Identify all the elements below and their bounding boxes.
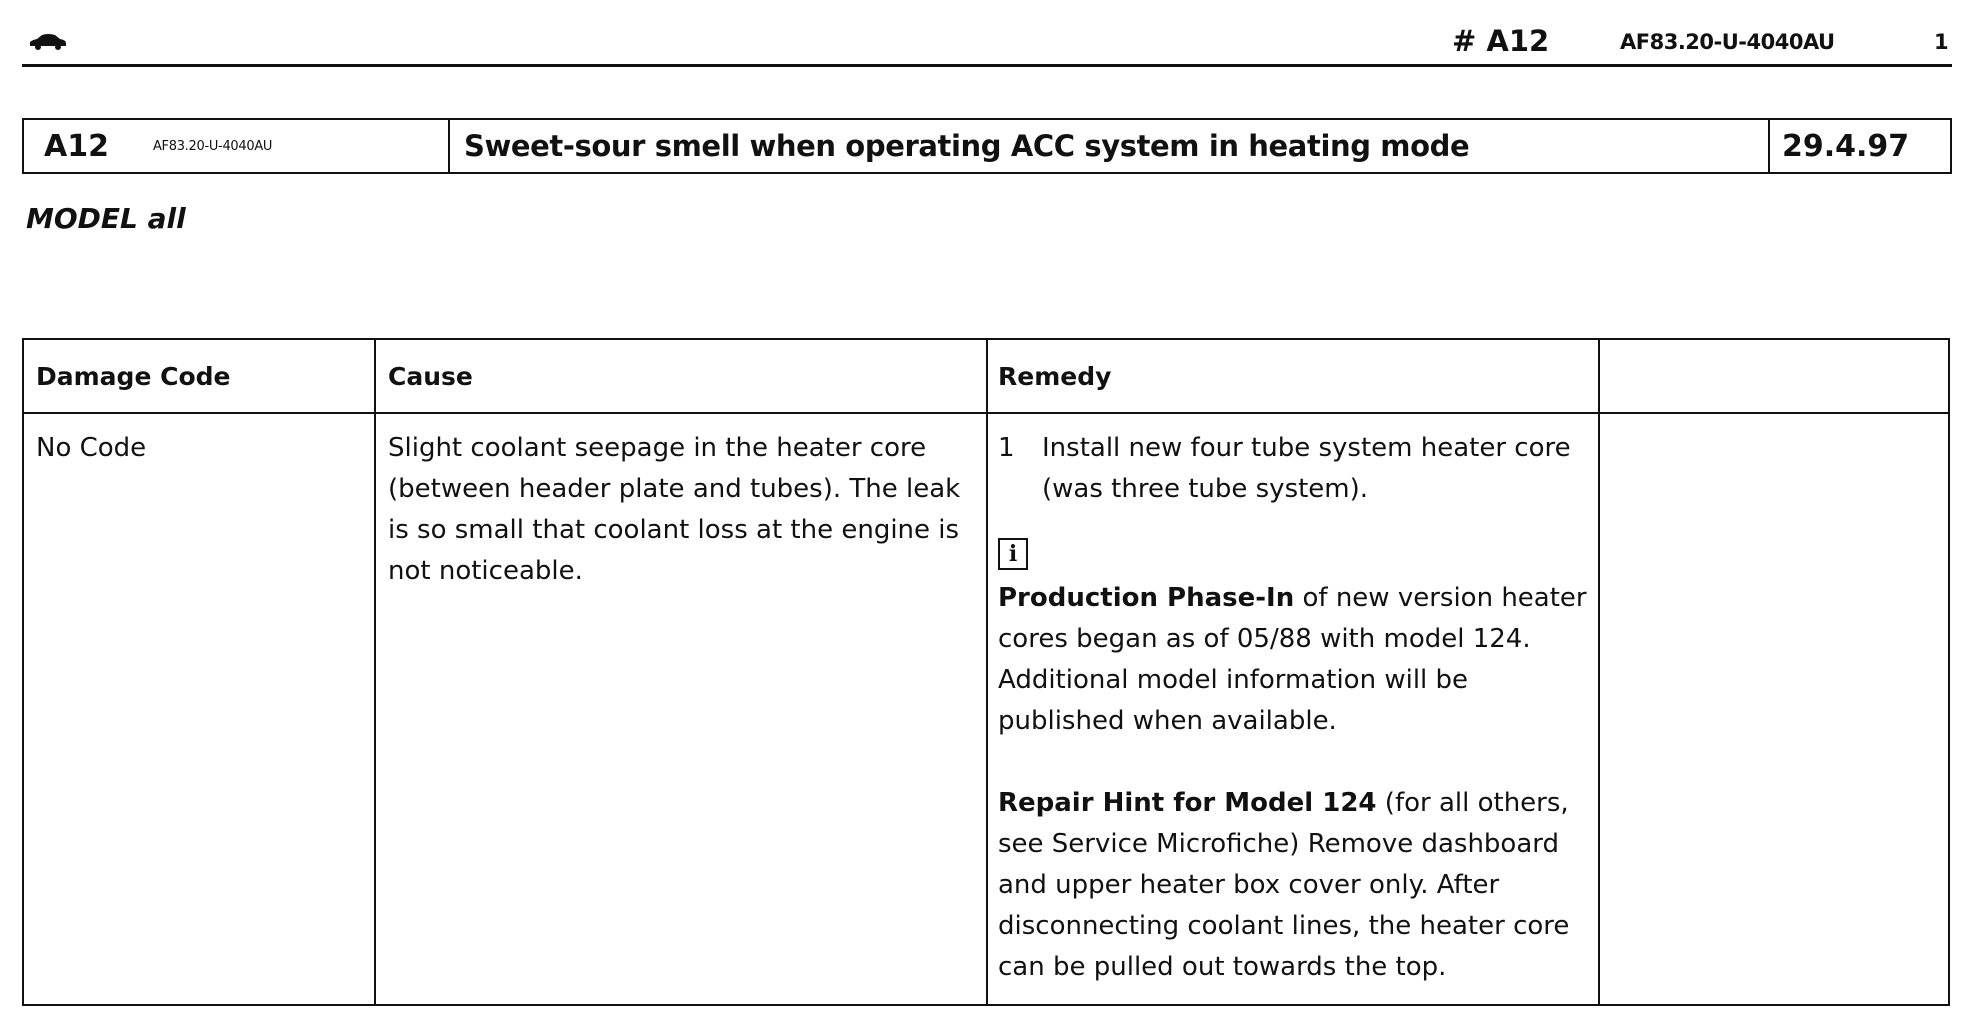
title-id: A12 [44,128,109,164]
header-rule [22,64,1952,67]
document-code: AF83.20-U-4040AU [1620,30,1835,54]
page-number: 1 [1934,30,1949,54]
phase-in-note [998,578,1588,742]
document-title: Sweet-sour smell when operating ACC system in heating mode [464,129,1470,163]
remedy-content [998,428,1588,988]
cause-text: Slight coolant seepage in the heater core (between header plate and tubes). The leak is so small that coolant loss at the engine is not noticeable. [388,433,961,586]
remedy-step-number: 1 [998,433,1015,463]
column-header-cause: Cause [388,362,473,391]
cause-column [376,340,988,1004]
title-text-cell [450,120,1770,172]
model-line: MODEL all [26,202,186,235]
title-id-cell [24,120,450,172]
remedy-table [22,338,1950,1006]
remedy-step [998,428,1588,510]
page-header [22,10,1952,70]
damage-code-value: No Code [36,433,147,463]
phase-in-text: of new version heater cores began as of 05/88 with model 124. Additional model information will be published when available. [998,583,1587,736]
car-icon [28,32,68,50]
damage-code-column [24,340,376,1004]
repair-hint [998,783,1588,988]
document-date: 29.4.97 [1782,128,1910,164]
repair-hint-text: (for all others, see Service Microfiche) Remove dashboard and upper heater box cover only. After disconnecting coolant lines, the heater core can be pulled out towards the top. [998,788,1570,982]
column-header-remedy: Remedy [998,362,1112,391]
repair-hint-heading: Repair Hint for Model 124 [998,788,1377,818]
title-date-cell [1770,120,1950,172]
title-doc-code: AF83.20-U-4040AU [152,138,273,154]
phase-in-heading: Production Phase-In [998,583,1295,613]
notes-column [1600,340,1948,1004]
bulletin-id: # A12 [1452,24,1550,58]
info-icon: i [998,538,1028,570]
column-header-damage-code: Damage Code [36,362,231,391]
title-bar [22,118,1952,174]
remedy-step-text: Install new four tube system heater core (was three tube system). [1042,433,1571,504]
remedy-column [988,340,1600,1004]
